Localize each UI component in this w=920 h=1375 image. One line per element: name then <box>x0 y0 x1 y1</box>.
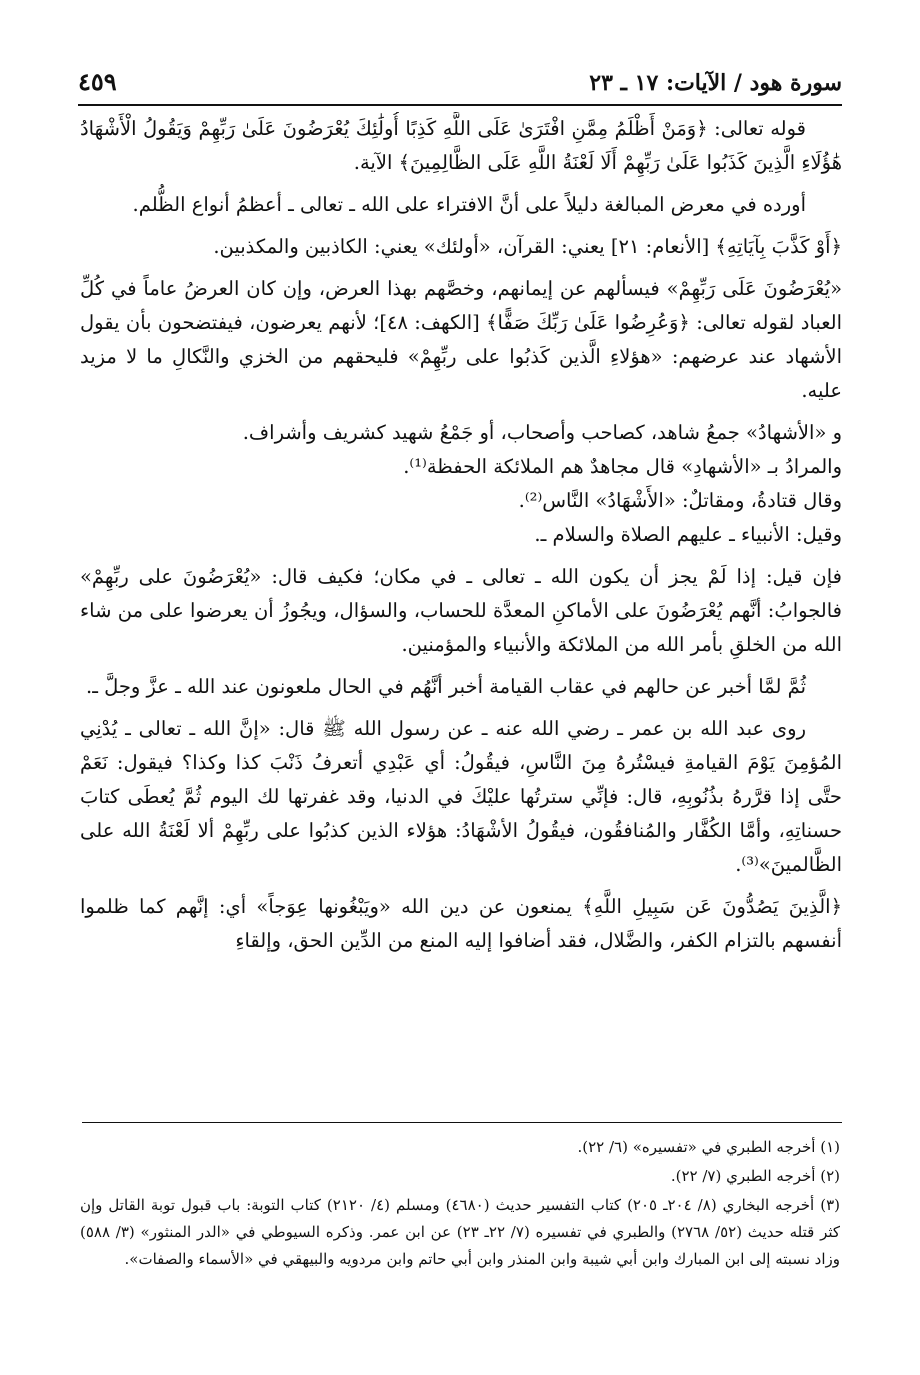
paragraph: ثُمَّ لمَّا أخبر عن حالهم في عقاب القيامة أخبر أنَّهُم في الحال ملعونون عند الله ـ عزَّ وجلَّ ـ. <box>86 675 806 698</box>
paragraph: قوله تعالى: ﴿وَمَنْ أَظْلَمُ مِمَّنِ افْتَرَىٰ عَلَى اللَّهِ كَذِبًا أُولَٰئِكَ يُعْرَضُونَ عَلَىٰ رَبِّهِمْ وَيَقُولُ الْأَشْهَادُ هَٰؤُلَاءِ الَّذِينَ كَذَبُوا عَلَىٰ رَبِّهِمْ أَلَا لَعْنَةُ اللَّهِ عَلَى الظَّالِمِينَ﴾ الآية. <box>80 117 842 174</box>
chapter-heading: سورة هود / الآيات: ١٧ ـ ٢٣ <box>589 70 842 96</box>
footnote-divider <box>82 1122 842 1123</box>
footnote: (٣) أخرجه البخاري (٨/ ٢٠٤ـ ٢٠٥) كتاب التفسير حديث (٤٦٨٠) ومسلم (٤/ ٢١٢٠) كتاب التوبة: باب قبول توبة القاتل وإن كثر قتله حديث (٥٢/ ٢٧٦٨) والطبري في تفسيره (٧/ ٢٢ـ ٢٣) عن ابن عمر. وذكره السيوطي في «الدر المنثور» (٣/ ٥٨٨) وزاد نسبته إلى ابن المبارك وابن أبي شيبة وابن المنذر وابن أبي حاتم وابن مردويه والبيهقي في «الأسماء والصفات». <box>80 1196 840 1268</box>
paragraph: وقال قتادةُ، ومقاتلٌ: «الأَشْهَادُ» النَّاس⁽²⁾. <box>518 489 842 512</box>
paragraph: روى عبد الله بن عمر ـ رضي الله عنه ـ عن رسول الله ﷺ قال: «إنَّ الله ـ تعالى ـ يُدْنِي المُؤمِنَ يَوْمَ القيامةِ فيسْتُرهُ مِنَ النَّاسِ، فيقُولُ: أي عَبْدِي أتعرفُ ذَنْبَ كذا وكذا؟ فيقول: نَعَمْ حتَّى إذا قرَّرهُ بذُنُوبِهِ، قال: فإنِّي سترتُها عليْكَ في الدنيا، وقد غفرتها لك اليوم ثُمَّ يُعطَى كتابَ حسناتِهِ، وأمَّا الكُفَّار والمُنافقُون، فيقُولُ الأشْهَادُ: هؤلاء الذين كذبُوا على ربِّهِمْ ألا لَعْنَةُ الله على الظَّالمينَ»⁽³⁾. <box>80 717 842 876</box>
paragraph: وقيل: الأنبياء ـ عليهم الصلاة والسلام ـ. <box>534 523 842 546</box>
paragraph: و «الأشهادُ» جمعُ شاهد، كصاحب وأصحاب، أو جَمْعُ شهيد كشريف وأشراف. <box>242 421 842 444</box>
footnote: (١) أخرجه الطبري في «تفسيره» (٦/ ٢٢). <box>577 1138 840 1156</box>
paragraph: ﴿الَّذِينَ يَصُدُّونَ عَن سَبِيلِ اللَّهِ﴾ يمنعون عن دين الله «ويَبْغُونها عِوَجاً» أي: إنَّهم كما ظلموا أنفسهم بالتزام الكفر، والضَّلال، فقد أضافوا إليه المنع من الدِّين الحق، وإلقاءِ <box>80 895 842 952</box>
paragraph: أورده في معرض المبالغة دليلاً على أنَّ الافتراء على الله ـ تعالى ـ أعظمُ أنواع الظُّلم. <box>132 193 806 216</box>
footnote: (٢) أخرجه الطبري (٧/ ٢٢). <box>670 1167 840 1185</box>
paragraph: والمرادُ بـ «الأشهادِ» قال مجاهدٌ هم الملائكة الحفظة⁽¹⁾. <box>403 455 842 478</box>
page-header <box>78 52 842 106</box>
page-number: ٤٥٩ <box>78 67 117 96</box>
footnotes <box>80 1134 840 1359</box>
paragraph: ﴿أَوْ كَذَّبَ بِآيَاتِهِ﴾ [الأنعام: ٢١] يعني: القرآن، «أولئك» يعني: الكاذبين والمكذبين. <box>213 235 842 258</box>
main-text <box>80 112 842 1102</box>
paragraph: «يُعْرَضُونَ عَلَى رَبِّهِمْ» فيسألهم عن إيمانهم، وخصَّهم بهذا العرض، وإن كان العرضُ عاماً في كُلِّ العباد لقوله تعالى: ﴿وَعُرِضُوا عَلَىٰ رَبِّكَ صَفًّا﴾ [الكهف: ٤٨]؛ لأنهم يعرضون، فيفتضحون بأن يقول الأشهاد عند عرضهم: «هؤلاءِ الَّذين كَذبُوا على ربِّهِمْ» فليحقهم من الخزي والنَّكالِ ما لا مزيد عليه. <box>80 277 842 402</box>
paragraph: فإن قيل: إذا لَمْ يجز أن يكون الله ـ تعالى ـ في مكان؛ فكيف قال: «يُعْرَضُونَ على ربِّهِمْ» فالجوابُ: أنَّهم يُعْرَضُونَ على الأماكنِ المعدَّة للحساب، والسؤال، ويجُوزُ أن يعرضوا على من شاء الله من الخلقِ بأمر الله من الملائكة والأنبياء والمؤمنين. <box>80 565 842 656</box>
